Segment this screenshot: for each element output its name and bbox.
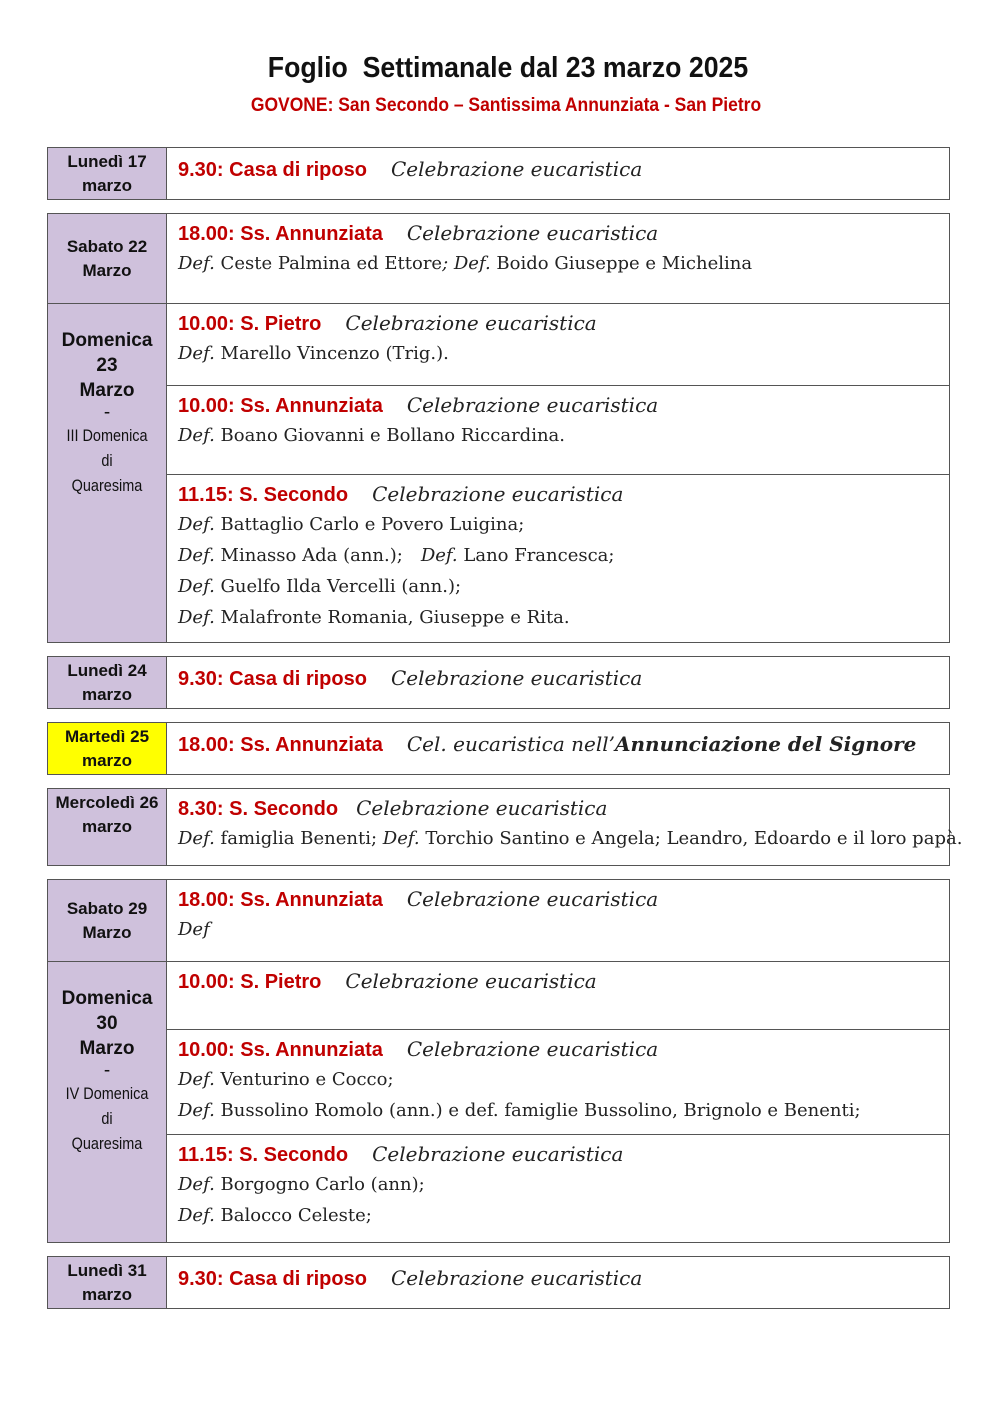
- date-number: 30: [96, 1013, 118, 1034]
- mass-type: Celebrazione eucaristica: [390, 666, 643, 690]
- subtitle-place: GOVONE: [250, 95, 328, 116]
- mass-entry: [167, 304, 949, 385]
- date-cell: [48, 214, 167, 303]
- mass-type: Celebrazione eucaristica: [345, 969, 597, 993]
- mass-entry: [167, 657, 949, 693]
- date-separator: -: [103, 402, 111, 423]
- mass-time-place: 10.00: S. Pietro: [178, 313, 322, 335]
- mass-type: Cel. eucaristica nell’Annunciazione del Signore: [406, 732, 917, 756]
- mass-time-place: 9.30: Casa di riposo: [178, 159, 367, 181]
- date-month: Marzo: [79, 1038, 135, 1059]
- feast-name: Annunciazione del Signore: [614, 732, 917, 756]
- date-cell: [48, 1257, 167, 1308]
- mass-entry: [167, 385, 949, 474]
- mass-entry: [167, 789, 962, 854]
- mass-entry: [167, 1029, 949, 1134]
- liturgical-day: di: [101, 1109, 113, 1128]
- date-cell: [48, 657, 167, 708]
- mass-time-place: 11.15: S. Secondo: [178, 484, 349, 506]
- liturgical-day: Quaresima: [71, 1134, 143, 1153]
- liturgical-day: III Domenica: [66, 426, 148, 445]
- mass-time-place: 10.00: S. Pietro: [178, 971, 322, 993]
- mass-entry: [167, 723, 949, 759]
- intention-line: Def. Bussolino Romolo (ann.) e def. famiglie Bussolino, Brignolo e Benenti;: [178, 1100, 861, 1121]
- liturgical-day: di: [101, 451, 113, 470]
- intention-line: Def. Battaglio Carlo e Povero Luigina;: [178, 514, 525, 535]
- mass-time-place: 8.30: S. Secondo: [178, 798, 339, 820]
- day-block-tuesday-25: [47, 722, 950, 775]
- page-subtitle: [40, 95, 971, 117]
- weekend-block-22-23: [47, 213, 950, 643]
- liturgical-day: Quaresima: [71, 476, 143, 495]
- date-cell: [48, 723, 167, 774]
- date-label: Lunedì 17 marzo: [67, 152, 147, 195]
- mass-time-place: 10.00: Ss. Annunziata: [178, 1039, 383, 1061]
- mass-entry: [167, 880, 949, 945]
- mass-entry: [167, 214, 949, 279]
- date-label: Martedì 25 marzo: [64, 727, 150, 770]
- mass-time-place: 9.30: Casa di riposo: [178, 668, 367, 690]
- intention-line: Def. Boano Giovanni e Bollano Riccardina.: [178, 425, 566, 446]
- mass-entry: [167, 1257, 949, 1293]
- subtitle-churches: : San Secondo – Santissima Annunziata - San Pietro: [327, 95, 762, 116]
- intention-line: Def. famiglia Benenti; Def. Torchio Santino e Angela; Leandro, Edoardo e il loro papà.: [178, 828, 963, 849]
- mass-type: Celebrazione eucaristica: [406, 887, 659, 911]
- mass-type: Celebrazione eucaristica: [356, 796, 608, 820]
- mass-time-place: 18.00: Ss. Annunziata: [178, 223, 383, 245]
- day-block-wednesday-26: [47, 788, 963, 866]
- mass-time-place: 18.00: Ss. Annunziata: [178, 734, 383, 756]
- date-label: Lunedì 24 marzo: [67, 661, 147, 704]
- mass-type: Celebrazione eucaristica: [345, 311, 597, 335]
- day-block-monday-17: [47, 147, 950, 200]
- date-label: Sabato 29 Marzo: [66, 898, 148, 942]
- mass-type: Celebrazione eucaristica: [390, 157, 643, 181]
- date-cell: [48, 304, 167, 642]
- date-cell: [48, 962, 167, 1242]
- liturgical-day: IV Domenica: [65, 1084, 149, 1103]
- weekend-block-29-30: [47, 879, 950, 1243]
- mass-type: Celebrazione eucaristica: [372, 482, 624, 506]
- date-cell: [48, 789, 167, 865]
- intention-line: Def. Marello Vincenzo (Trig.).: [178, 343, 449, 364]
- intention-line: Def: [178, 919, 210, 940]
- date-cell: [48, 880, 167, 961]
- date-day: Domenica: [61, 330, 153, 351]
- intention-line: Def. Borgogno Carlo (ann);: [178, 1174, 425, 1195]
- date-cell: [48, 148, 167, 199]
- date-label: Sabato 22 Marzo: [66, 236, 148, 280]
- mass-type: Celebrazione eucaristica: [372, 1142, 624, 1166]
- mass-time-place: 10.00: Ss. Annunziata: [178, 395, 383, 417]
- intention-line: Def. Minasso Ada (ann.); Def. Lano Francesca;: [178, 545, 615, 566]
- mass-entry: [167, 1134, 949, 1242]
- mass-entry: [167, 148, 949, 184]
- date-separator: -: [103, 1060, 111, 1081]
- intention-line: Def. Venturino e Cocco;: [178, 1069, 394, 1090]
- page-title: Foglio Settimanale dal 23 marzo 2025: [267, 52, 749, 84]
- day-block-monday-31: [47, 1256, 950, 1309]
- mass-type: Celebrazione eucaristica: [406, 393, 659, 417]
- date-number: 23: [96, 355, 118, 376]
- intention-line: Def. Malafronte Romania, Giuseppe e Rita.: [178, 607, 570, 628]
- intention-line: Def. Guelfo Ilda Vercelli (ann.);: [178, 576, 462, 597]
- mass-type: Celebrazione eucaristica: [406, 1037, 659, 1061]
- date-day: Domenica: [61, 988, 153, 1009]
- intention-line: Def. Ceste Palmina ed Ettore; Def. Boido Giuseppe e Michelina: [178, 253, 753, 274]
- mass-entry: [167, 962, 949, 1029]
- mass-type: Celebrazione eucaristica: [390, 1266, 643, 1290]
- mass-entry: [167, 474, 949, 642]
- date-month: Marzo: [79, 380, 135, 401]
- intention-line: Def. Balocco Celeste;: [178, 1205, 372, 1226]
- mass-time-place: 9.30: Casa di riposo: [178, 1268, 367, 1290]
- mass-time-place: 18.00: Ss. Annunziata: [178, 889, 383, 911]
- date-label: Mercoledì 26 marzo: [55, 793, 159, 836]
- mass-type: Celebrazione eucaristica: [406, 221, 659, 245]
- date-label: Lunedì 31 marzo: [67, 1261, 147, 1304]
- day-block-monday-24: [47, 656, 950, 709]
- mass-time-place: 11.15: S. Secondo: [178, 1144, 349, 1166]
